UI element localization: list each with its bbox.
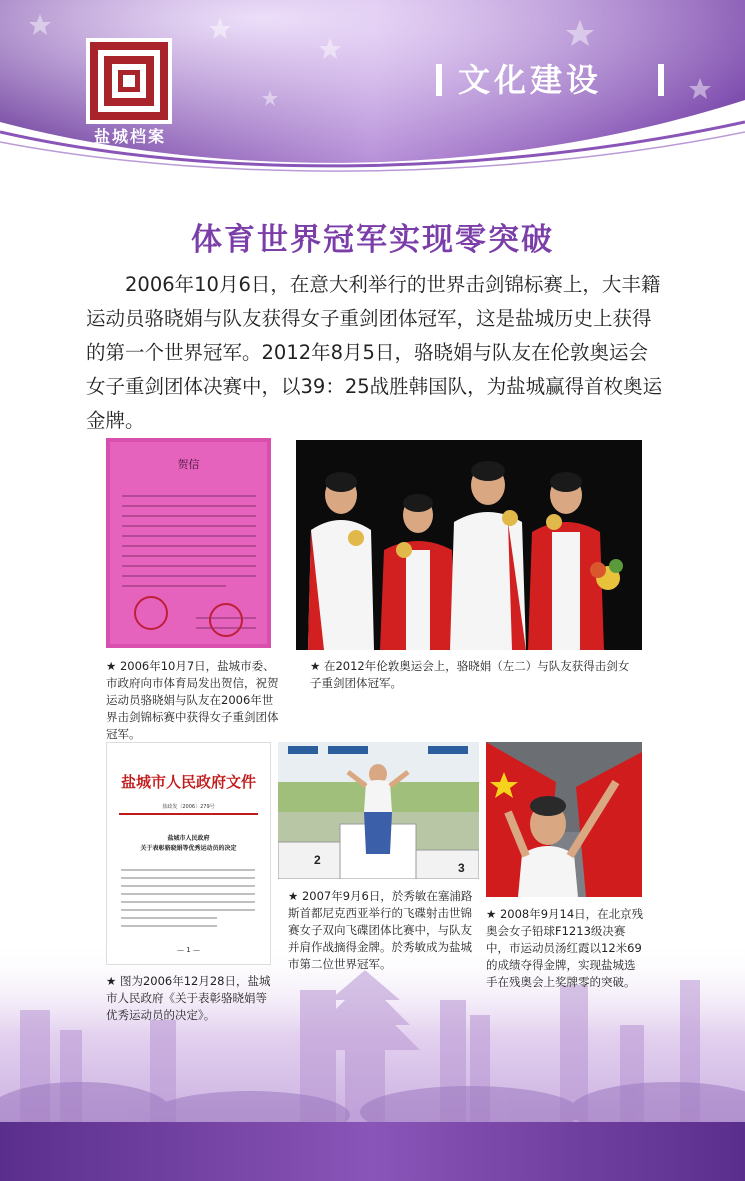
document-body-lines <box>107 858 270 958</box>
yancheng-archives-logo <box>86 38 172 124</box>
document-issuer: 盐城市人民政府 <box>167 835 210 842</box>
london-olympics-photo <box>296 440 642 650</box>
svg-text:2: 2 <box>314 853 321 867</box>
olympic-caption: ★ 在2012年伦敦奥运会上，骆晓娟（左二）与队友获得击剑女子重剑团体冠军。 <box>310 659 630 690</box>
letter-caption: ★ 2006年10月7日，盐城市委、市政府向市体育局发出贺信，祝贺运动员骆晓娟与队友在2006年世界击剑锦标赛中获得女子重剑团体冠军。 <box>106 659 279 741</box>
government-doc-caption: ★ 图为2006年12月28日，盐城市人民政府《关于表彰骆晓娟等优秀运动员的决定》。 <box>106 974 271 1022</box>
document-page-mark: — 1 — <box>177 946 200 954</box>
document-number: 盐政发〔2006〕279号 <box>162 804 215 810</box>
paralympic-photo <box>486 742 642 897</box>
athlete-with-flag <box>486 742 642 897</box>
article-headline: 体育世界冠军实现零突破 <box>191 222 554 258</box>
congratulatory-letter-photo <box>106 438 271 648</box>
title-bar-right <box>658 64 664 96</box>
document-red-rule <box>119 813 258 815</box>
article-intro: 2006年10月6日，在意大利举行的世界击剑锦标赛上，大丰籍运动员骆晓娟与队友获得女子重剑团体冠军，这是盐城历史上获得的第一个世界冠军。2012年8月5日，骆晓娟与队友在伦敦奥运会女子重剑团体决赛中，以39：25战胜韩国队，为盐城赢得首枚奥运金牌。 <box>86 273 663 432</box>
document-subject: 关于表彰骆晓娟等优秀运动员的决定 <box>140 845 237 852</box>
svg-text:3: 3 <box>458 861 465 875</box>
government-document-photo <box>106 742 271 965</box>
title-bar-left <box>436 64 442 96</box>
paralympic-caption: ★ 2008年9月14日，在北京残奥会女子铅球F1213级决赛中，市运动员汤红霞以12米69的成绩夺得金牌，实现盐城选手在残奥会上奖牌零的突破。 <box>486 907 644 989</box>
skeet-shooting-photo <box>278 742 479 879</box>
document-header: 盐城市人民政府文件 <box>120 773 256 791</box>
shooting-caption: ★ 2007年9月6日，於秀敏在塞浦路斯首都尼克西亚举行的飞碟射击世锦赛女子双向飞碟团体比赛中，与队友并肩作战摘得金牌。於秀敏成为盐城市第二位世界冠军。 <box>288 889 473 971</box>
footer-band <box>0 1122 745 1181</box>
shooting-podium-scene <box>278 742 479 879</box>
logo-label: 盐城档案 <box>93 127 166 146</box>
fencers-with-medals <box>296 440 642 650</box>
letter-title: 贺信 <box>177 458 200 471</box>
section-title: 文化建设 <box>458 61 603 99</box>
